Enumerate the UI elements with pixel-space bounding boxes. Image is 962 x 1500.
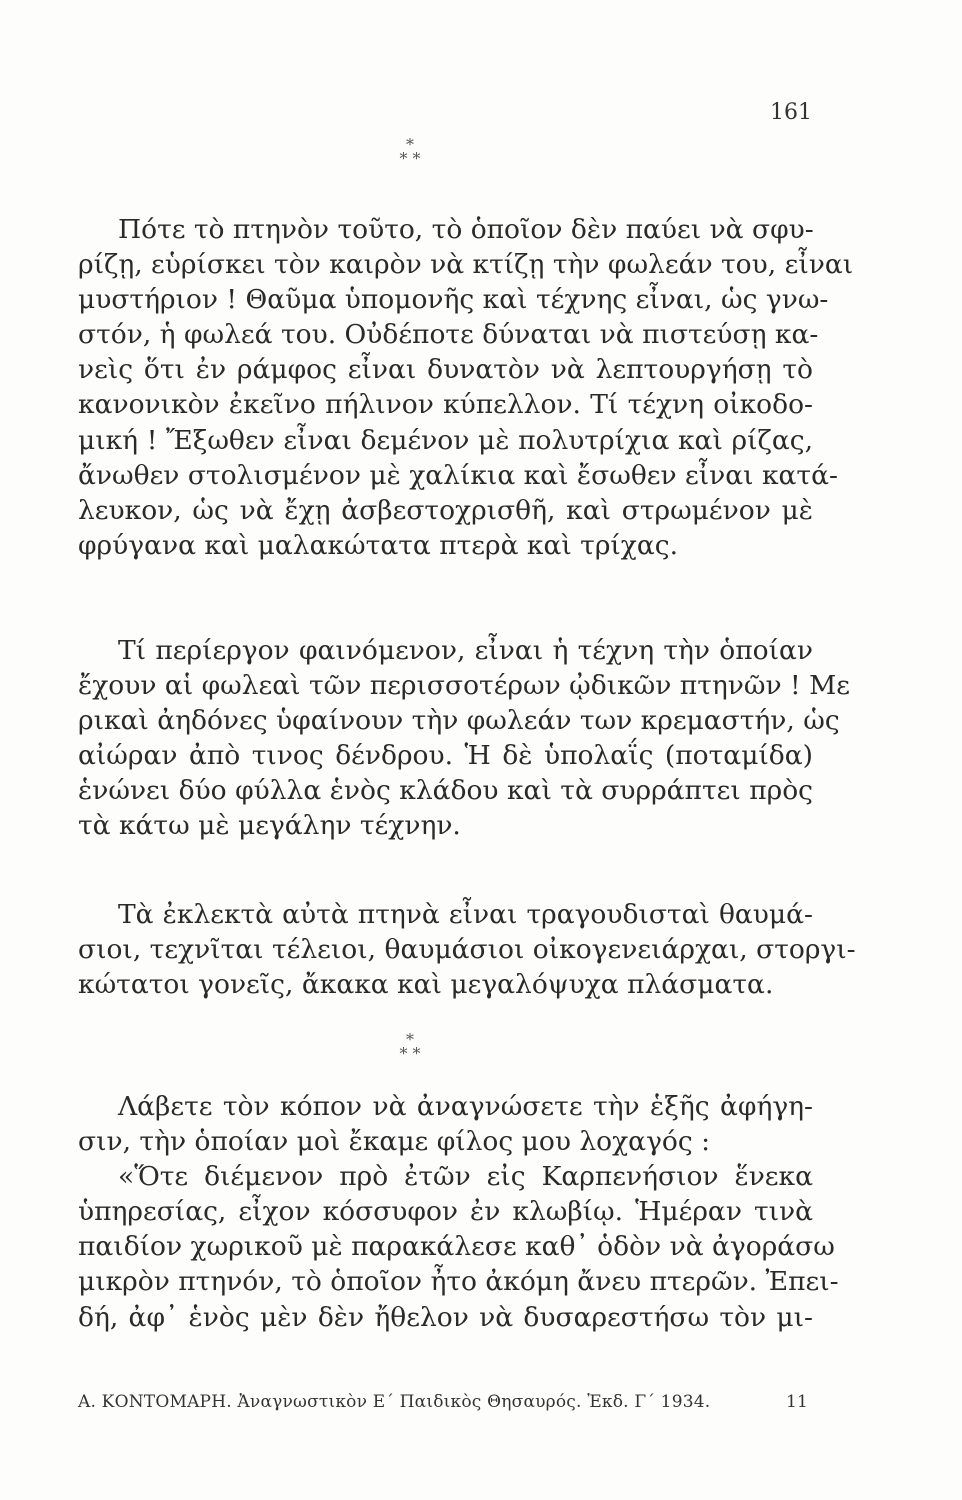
- text-line: λευκον, ὡς νὰ ἔχῃ ἀσβεστοχρισθῆ, καὶ στρωμένον μὲ: [78, 494, 813, 526]
- text-line: μική ! Ἔξωθεν εἶναι δεμένον μὲ πολυτρίχια καὶ ρίζας,: [78, 424, 813, 456]
- text-line: Πότε τὸ πτηνὸν τοῦτο, τὸ ὁποῖον δὲν παύει νὰ σφυ-: [118, 214, 814, 245]
- asterism-divider: [0, 135, 820, 168]
- text-line: ρικαὶ ἀηδόνες ὑφαίνουν τὴν φωλεάν των κρεμαστήν, ὡς: [78, 705, 840, 737]
- asterism-bottom: * *: [399, 149, 421, 168]
- asterism-bottom: * *: [399, 1044, 421, 1063]
- footer-source-note: Α. ΚΟΝΤΟΜΑΡΗ. Ἀναγνωστικὸν Ε΄ Παιδικὸς Θησαυρός. Ἐκδ. Γ΄ 1934.: [78, 1392, 711, 1412]
- text-line: νεὶς ὅτι ἐν ράμφος εἶναι δυνατὸν νὰ λεπτουργήσῃ τὸ: [78, 354, 813, 386]
- text-line: Λάβετε τὸν κόπον νὰ ἀναγνώσετε τὴν ἑξῆς ἀφήγη-: [118, 1091, 813, 1122]
- asterism-top: *: [406, 135, 414, 154]
- text-line: «Ὅτε διέμενον πρὸ ἐτῶν εἰς Καρπενήσιον ἕνεκα: [118, 1161, 813, 1193]
- text-line: ὑπηρεσίας, εἶχον κόσσυφον ἐν κλωβίῳ. Ἡμέραν τινὰ: [78, 1196, 813, 1228]
- text-line: κανονικὸν ἐκεῖνο πήλινον κύπελλον. Τί τέχνη οἰκοδο-: [78, 389, 813, 421]
- paragraph-nest-craft: [78, 633, 850, 844]
- text-line: Τὰ ἐκλεκτὰ αὐτὰ πτηνὰ εἶναι τραγουδισταὶ θαυμά-: [118, 899, 813, 930]
- text-line: Τί περίεργον φαινόμενον, εἶναι ἡ τέχνη τὴν ὁποίαν: [118, 635, 813, 666]
- paragraph-songbirds: [78, 897, 856, 1002]
- page-number: 161: [770, 100, 812, 125]
- asterism-divider: [0, 1030, 820, 1063]
- page-footer: [78, 1392, 818, 1412]
- text-line: ἔχουν αἱ φωλεαὶ τῶν περισσοτέρων ᾠδικῶν πτηνῶν ! Με: [78, 670, 850, 702]
- text-line: τὰ κάτω μὲ μεγάλην τέχνην.: [78, 810, 461, 842]
- text-line: παιδίον χωρικοῦ μὲ παρακάλεσε καθ᾿ ὁδὸν νὰ ἀγοράσω: [78, 1231, 835, 1263]
- text-line: μικρὸν πτηνόν, τὸ ὁποῖον ἦτο ἀκόμη ἄνευ πτερῶν. Ἐπει-: [78, 1266, 839, 1298]
- paragraph-captain-story: [78, 1089, 839, 1335]
- text-line: ἑνώνει δύο φύλλα ἑνὸς κλάδου καὶ τὰ συρράπτει πρὸς: [78, 775, 813, 807]
- text-line: σιοι, τεχνῖται τέλειοι, θαυμάσιοι οἰκογενειάρχαι, στοργι-: [78, 934, 856, 966]
- text-line: μυστήριον ! Θαῦμα ὑπομονῆς καὶ τέχνης εἶναι, ὡς γνω-: [78, 284, 829, 316]
- text-line: φρύγανα καὶ μαλακώτατα πτερὰ καὶ τρίχας.: [78, 529, 679, 561]
- text-line: στόν, ἡ φωλεά του. Οὐδέποτε δύναται νὰ πιστεύσῃ κα-: [78, 319, 819, 351]
- text-line: κώτατοι γονεῖς, ἄκακα καὶ μεγαλόψυχα πλάσματα.: [78, 969, 774, 1001]
- text-line: δή, ἀφ᾿ ἑνὸς μὲν δὲν ἤθελον νὰ δυσαρεστήσω τὸν μι-: [78, 1301, 813, 1333]
- text-line: αἰώραν ἀπὸ τινος δένδρου. Ἡ δὲ ὑπολαΐς (ποταμίδα): [78, 740, 813, 772]
- text-line: σιν, τὴν ὁποίαν μοὶ ἔκαμε φίλος μου λοχαγός :: [78, 1126, 711, 1158]
- text-line: ρίζῃ, εὑρίσκει τὸν καιρὸν νὰ κτίζῃ τὴν φωλεάν του, εἶναι: [78, 249, 854, 281]
- printer-signature: 11: [785, 1392, 808, 1412]
- paragraph-nest-mystery: [78, 212, 854, 563]
- asterism-top: *: [406, 1030, 414, 1049]
- text-line: ἄνωθεν στολισμένον μὲ χαλίκια καὶ ἔσωθεν εἶναι κατά-: [78, 459, 838, 491]
